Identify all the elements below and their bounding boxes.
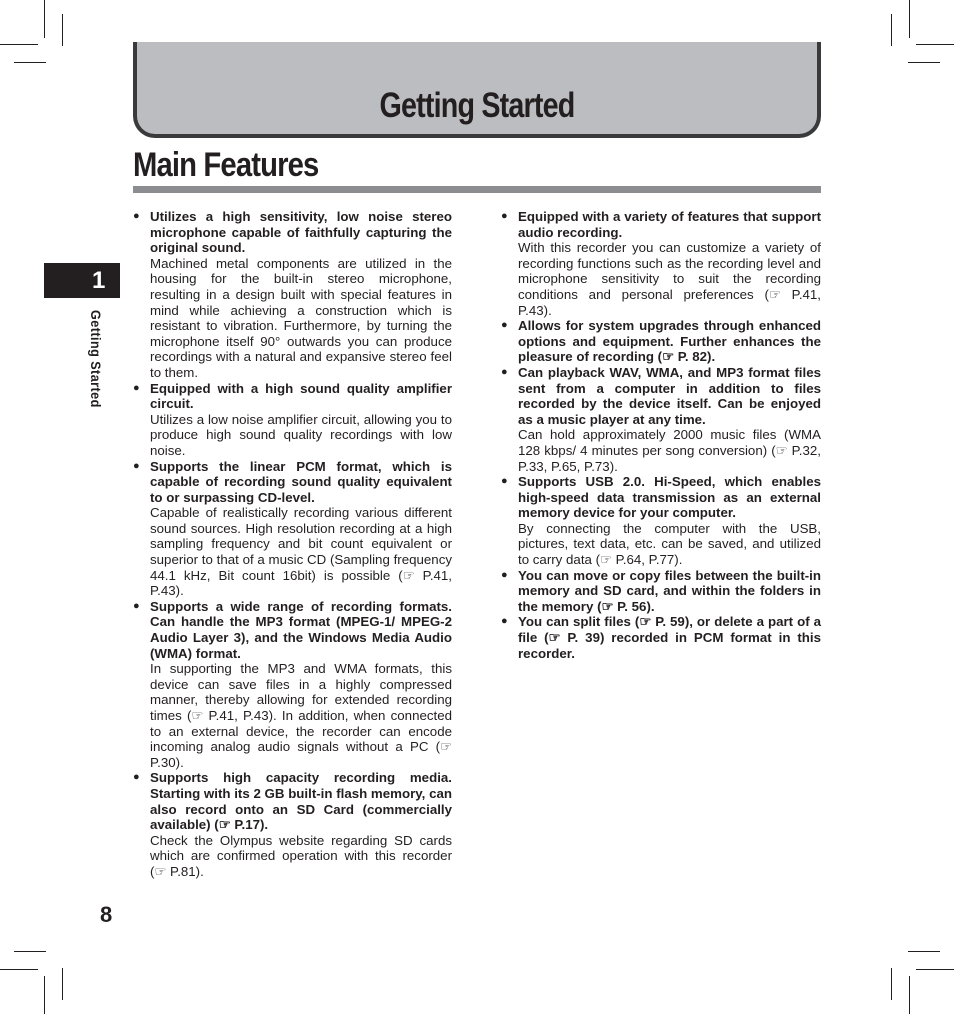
crop-mark [909, 976, 910, 1014]
feature-item [133, 381, 452, 459]
crop-mark [916, 44, 954, 45]
feature-heading: You can split files (☞ P. 59), or delete a part of a file (☞ P. 39) recorded in PCM format in this recorder. [518, 614, 821, 661]
bullet-icon: ● [501, 365, 508, 378]
feature-heading: You can move or copy files between the built-in memory and SD card, and within the folders in the memory (☞ P. 56). [518, 567, 821, 614]
chapter-side-label: Getting Started [88, 310, 104, 408]
banner-title: Getting Started [379, 86, 575, 125]
chapter-tab [44, 263, 120, 298]
feature-item [501, 614, 821, 661]
bullet-icon: ● [501, 568, 508, 581]
left-column [133, 209, 452, 880]
crop-mark [44, 0, 45, 38]
crop-mark [908, 951, 940, 952]
crop-mark [0, 969, 38, 970]
feature-item [133, 459, 452, 599]
bullet-icon: ● [133, 599, 140, 612]
feature-heading: Equipped with a variety of features that support audio recording. [518, 209, 821, 240]
crop-mark [14, 951, 46, 952]
feature-item [133, 599, 452, 771]
crop-mark [909, 0, 910, 38]
chapter-banner [133, 42, 821, 138]
feature-body: Utilizes a low noise amplifier circuit, allowing you to produce high sound quality recordings with low noise. [150, 411, 452, 458]
crop-mark [44, 976, 45, 1014]
bullet-icon: ● [133, 459, 140, 472]
feature-item [501, 209, 821, 318]
feature-item [501, 474, 821, 568]
title-underline [133, 186, 821, 193]
feature-heading: Supports high capacity recording media. Starting with its 2 GB built-in flash memory, can also record onto an SD Card (commercially available) (☞ P.17). [150, 770, 452, 833]
bullet-icon: ● [133, 381, 140, 394]
crop-mark [916, 969, 954, 970]
feature-item [501, 318, 821, 365]
feature-heading: Utilizes a high sensitivity, low noise stereo microphone capable of faithfully capturing the original sound. [150, 209, 452, 256]
crop-mark [891, 14, 892, 46]
bullet-icon: ● [501, 319, 508, 332]
feature-body: Machined metal components are utilized in the housing for the built-in stereo microphone, resulting in a design built with special features in mind while achieving a construction which is resistant to vibration. Furthermore, by turning the microphone itself 90° outwards you can produce recordings with a natural and expansive stereo feel to them. [150, 255, 452, 380]
bullet-icon: ● [133, 771, 140, 784]
feature-item [501, 568, 821, 615]
page-title: Main Features [133, 146, 319, 184]
chapter-number: 1 [92, 267, 106, 294]
feature-body: In supporting the MP3 and WMA formats, this device can save files in a highly compressed manner, thereby allowing for extended recording times (☞ P.41, P.43). In addition, when connected to an external device, the recorder can encode incoming analog audio signals without a PC (☞ P.30). [150, 661, 452, 770]
feature-heading: Supports USB 2.0. Hi-Speed, which enables high-speed data transmission as an external memory device for your computer. [518, 474, 821, 521]
feature-body: Check the Olympus website regarding SD cards which are confirmed operation with this recorder (☞ P.81). [150, 832, 452, 879]
right-column [501, 209, 821, 661]
feature-heading: Equipped with a high sound quality amplifier circuit. [150, 380, 452, 412]
feature-heading: Supports the linear PCM format, which is capable of recording sound quality equivalent to or surpassing CD-level. [150, 458, 452, 505]
bullet-icon: ● [501, 475, 508, 488]
crop-mark [62, 14, 63, 46]
crop-mark [908, 62, 940, 63]
feature-body: By connecting the computer with the USB, pictures, text data, etc. can be saved, and utilized to carry data (☞ P.64, P.77). [518, 520, 821, 568]
feature-heading: Supports a wide range of recording formats. Can handle the MP3 format (MPEG-1/ MPEG-2 Audio Layer 3), and the Windows Media Audio (WMA) format. [150, 598, 452, 661]
crop-mark [14, 62, 46, 63]
crop-mark [891, 968, 892, 1000]
feature-body: Can hold approximately 2000 music files (WMA 128 kbps/ 4 minutes per song conversion) (☞ P.32, P.33, P.65, P.73). [518, 427, 821, 474]
feature-item [501, 365, 821, 474]
feature-heading: Can playback WAV, WMA, and MP3 format files sent from a computer in addition to files recorded by the device itself. Can be enjoyed as a music player at any time. [518, 364, 821, 427]
crop-mark [0, 44, 38, 45]
bullet-icon: ● [501, 615, 508, 628]
bullet-icon: ● [133, 210, 140, 222]
bullet-icon: ● [501, 210, 508, 222]
feature-body: Capable of realistically recording various different sound sources. High resolution recording at a high sampling frequency and bit count equivalent or superior to that of a music CD (Sampling frequency 44.1 kHz, Bit count 16bit) is possible (☞ P.41, P.43). [150, 505, 452, 599]
feature-body: With this recorder you can customize a variety of recording functions such as the recording level and microphone sensitivity to suit the recording conditions and personal preferences (☞ P.41, P.43). [518, 240, 821, 318]
feature-item [133, 209, 452, 381]
feature-item [133, 770, 452, 879]
feature-heading: Allows for system upgrades through enhanced options and equipment. Further enhances the pleasure of recording (☞ P. 82). [518, 318, 821, 365]
page-number: 8 [100, 902, 113, 927]
crop-mark [62, 968, 63, 1000]
